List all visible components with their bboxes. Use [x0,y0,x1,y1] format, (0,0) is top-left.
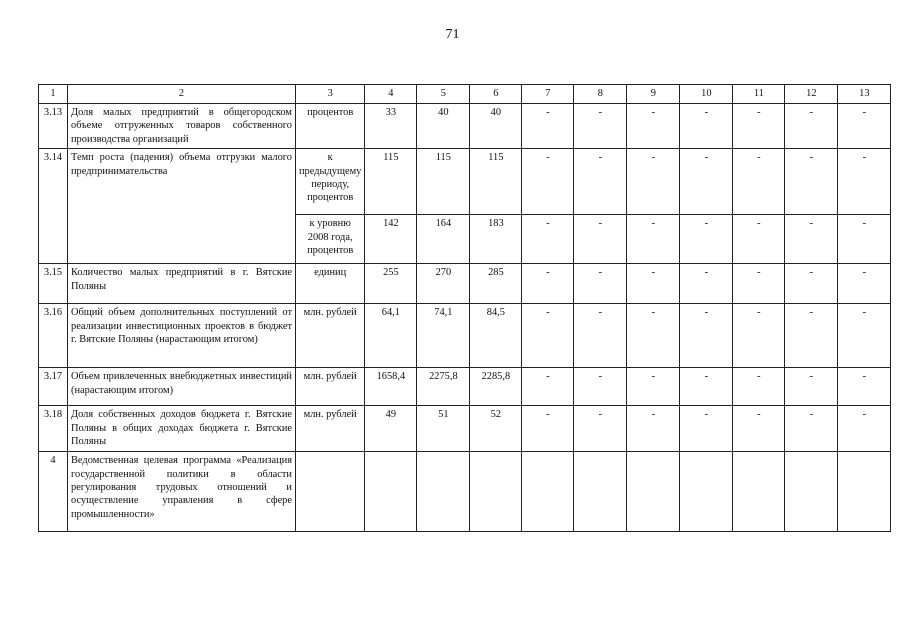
empty-value-cell: - [522,264,574,304]
empty-value-cell: - [785,264,838,304]
value-cell: 183 [470,215,522,264]
empty-value-cell: - [522,304,574,368]
empty-value-cell: - [680,215,733,264]
empty-value-cell [574,452,627,532]
table-row [39,304,891,368]
empty-value-cell: - [574,149,627,215]
table-row [39,452,891,532]
table-row [39,149,891,215]
value-cell [470,452,522,532]
empty-value-cell: - [733,406,785,452]
empty-value-cell: - [838,264,891,304]
value-cell: 52 [470,406,522,452]
indicator-name: Темп роста (падения) объема отгрузки малого предпринимательства [68,149,296,264]
empty-value-cell: - [838,406,891,452]
unit-cell: единиц [296,264,365,304]
value-cell: 285 [470,264,522,304]
empty-value-cell: - [574,104,627,149]
value-cell: 84,5 [470,304,522,368]
empty-value-cell: - [574,264,627,304]
value-cell: 115 [470,149,522,215]
empty-value-cell: - [785,368,838,406]
value-cell: 40 [470,104,522,149]
value-cell: 49 [365,406,417,452]
empty-value-cell: - [522,149,574,215]
header-row [39,85,891,104]
indicator-name: Объем привлеченных внебюджетных инвестиций (нарастающим итогом) [68,368,296,406]
empty-value-cell: - [627,149,680,215]
empty-value-cell: - [680,104,733,149]
empty-value-cell: - [733,149,785,215]
value-cell: 40 [417,104,470,149]
empty-value-cell: - [785,215,838,264]
column-header: 13 [838,85,891,104]
empty-value-cell: - [627,104,680,149]
empty-value-cell: - [733,304,785,368]
empty-value-cell: - [627,215,680,264]
empty-value-cell [680,452,733,532]
value-cell: 1658,4 [365,368,417,406]
empty-value-cell: - [522,215,574,264]
column-header: 1 [39,85,68,104]
row-number: 3.14 [39,149,68,264]
table-row [39,104,891,149]
empty-value-cell: - [785,149,838,215]
row-number: 3.18 [39,406,68,452]
empty-value-cell [733,452,785,532]
table-row [39,406,891,452]
empty-value-cell: - [574,304,627,368]
empty-value-cell [838,452,891,532]
row-number: 4 [39,452,68,532]
empty-value-cell: - [522,406,574,452]
value-cell: 115 [365,149,417,215]
indicator-name: Ведомственная целевая программа «Реализация государственной политики в области регулирования трудовых отношений и осуществление управления в сфере промышленности» [68,452,296,532]
empty-value-cell: - [733,264,785,304]
empty-value-cell: - [574,215,627,264]
empty-value-cell: - [574,368,627,406]
empty-value-cell: - [522,368,574,406]
empty-value-cell: - [838,215,891,264]
empty-value-cell: - [785,104,838,149]
empty-value-cell: - [733,104,785,149]
indicator-name: Общий объем дополнительных поступлений от реализации инвестиционных проектов в бюджет г. Вятские Поляны (нарастающим итогом) [68,304,296,368]
empty-value-cell [522,452,574,532]
column-header: 9 [627,85,680,104]
value-cell: 270 [417,264,470,304]
empty-value-cell [785,452,838,532]
row-number: 3.13 [39,104,68,149]
empty-value-cell [627,452,680,532]
value-cell [365,452,417,532]
value-cell: 115 [417,149,470,215]
table-row [39,368,891,406]
unit-cell: млн. рублей [296,406,365,452]
column-header: 6 [470,85,522,104]
value-cell: 2275,8 [417,368,470,406]
empty-value-cell: - [522,104,574,149]
value-cell: 142 [365,215,417,264]
column-header: 4 [365,85,417,104]
empty-value-cell: - [838,104,891,149]
unit-cell: к уровню 2008 года, процентов [296,215,365,264]
value-cell: 164 [417,215,470,264]
value-cell: 33 [365,104,417,149]
indicator-name: Доля малых предприятий в общегородском объеме отгруженных товаров собственного производства организаций [68,104,296,149]
unit-cell: к предыдущему периоду, процентов [296,149,365,215]
empty-value-cell: - [680,264,733,304]
empty-value-cell: - [680,149,733,215]
value-cell: 74,1 [417,304,470,368]
value-cell: 64,1 [365,304,417,368]
column-header: 2 [68,85,296,104]
unit-cell: млн. рублей [296,368,365,406]
unit-cell [296,452,365,532]
value-cell: 255 [365,264,417,304]
empty-value-cell: - [680,368,733,406]
empty-value-cell: - [627,264,680,304]
column-header: 7 [522,85,574,104]
empty-value-cell: - [785,304,838,368]
row-number: 3.15 [39,264,68,304]
empty-value-cell: - [785,406,838,452]
empty-value-cell: - [838,304,891,368]
empty-value-cell: - [733,368,785,406]
empty-value-cell: - [680,304,733,368]
empty-value-cell: - [627,368,680,406]
empty-value-cell: - [680,406,733,452]
indicator-name: Доля собственных доходов бюджета г. Вятские Поляны в общих доходах бюджета г. Вятские Поляны [68,406,296,452]
empty-value-cell: - [838,149,891,215]
empty-value-cell: - [838,368,891,406]
column-header: 10 [680,85,733,104]
empty-value-cell: - [627,304,680,368]
column-header: 3 [296,85,365,104]
indicator-table [38,84,891,532]
empty-value-cell: - [733,215,785,264]
unit-cell: процентов [296,104,365,149]
column-header: 11 [733,85,785,104]
page-number: 71 [445,27,460,42]
value-cell [417,452,470,532]
row-number: 3.16 [39,304,68,368]
value-cell: 51 [417,406,470,452]
indicator-name: Количество малых предприятий в г. Вятские Поляны [68,264,296,304]
unit-cell: млн. рублей [296,304,365,368]
column-header: 8 [574,85,627,104]
row-number: 3.17 [39,368,68,406]
value-cell: 2285,8 [470,368,522,406]
column-header: 5 [417,85,470,104]
empty-value-cell: - [627,406,680,452]
empty-value-cell: - [574,406,627,452]
column-header: 12 [785,85,838,104]
table-row [39,264,891,304]
